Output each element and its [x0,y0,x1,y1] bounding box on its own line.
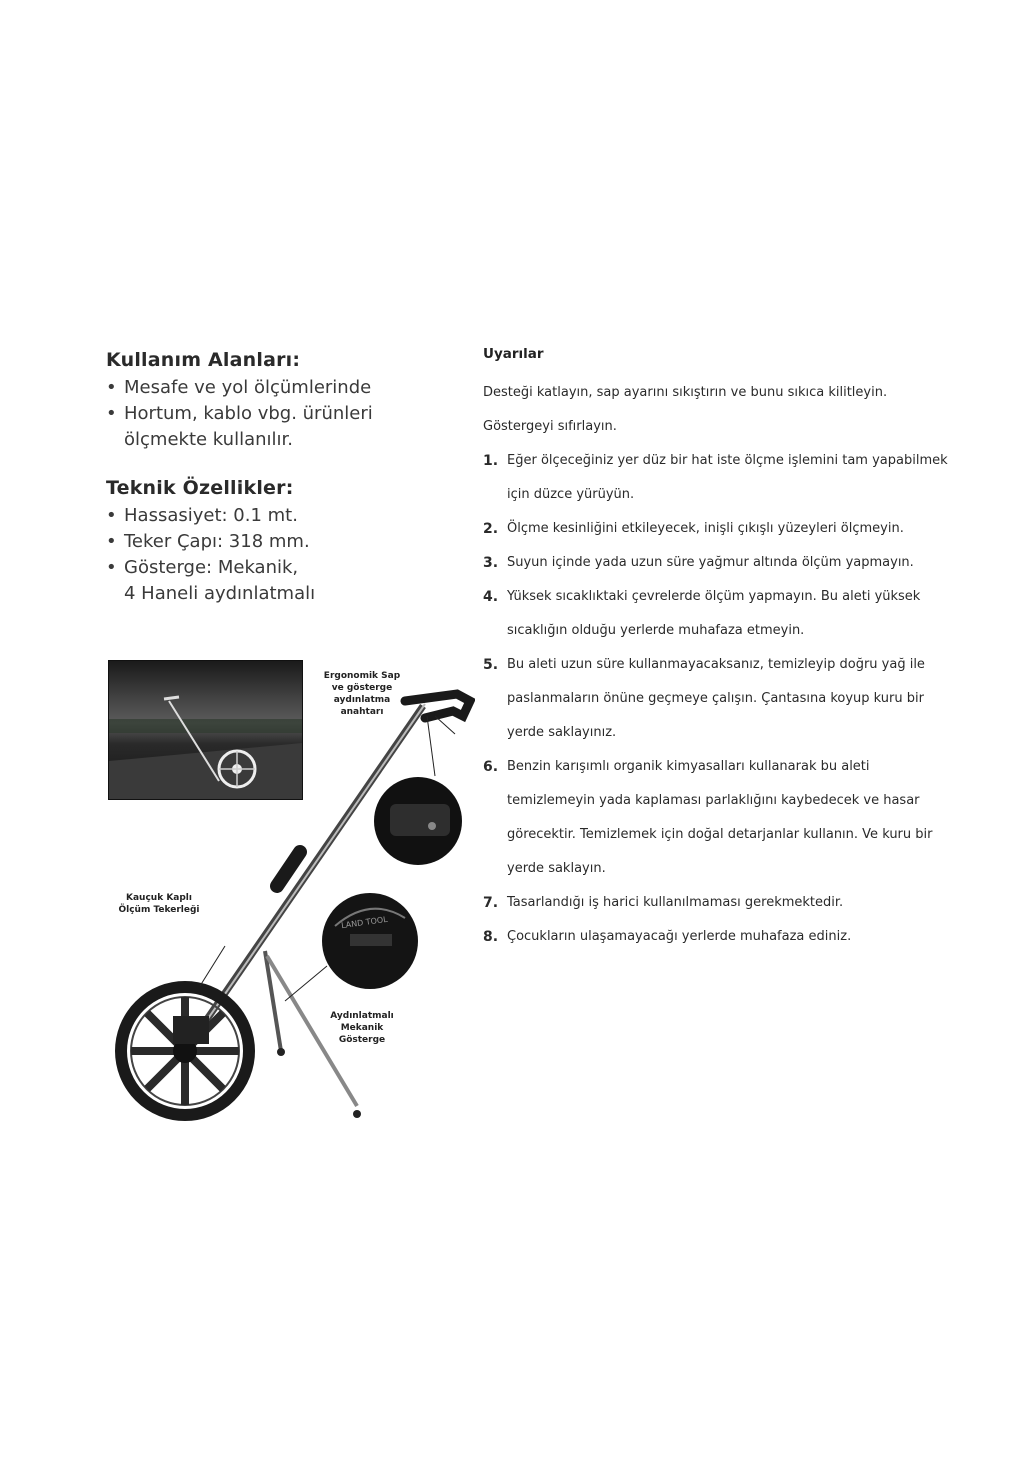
warning-item [483,750,953,886]
warning-item [483,512,953,546]
warning-item [483,444,953,512]
warning-text: Suyun içinde yada uzun süre yağmur altında ölçüm yapmayın. [507,555,914,570]
measuring-wheel-drawing [105,656,475,1126]
warnings-heading: Uyarılar [483,346,544,362]
warning-item [483,648,953,750]
warning-number: 7. [483,895,499,911]
product-figure [105,656,475,1126]
spec-item: • Hassasiyet: 0.1 mt. [106,503,446,529]
usage-item-continuation: ölçmekte kullanılır. [124,429,293,450]
warning-text: Benzin karışımlı organik kimyasalları kullanarak bu aleti temizlemeyin yada kaplaması parlaklığını kaybedecek ve hasar görecektir. Temizlemek için doğal detarjanlar kullanın. Ve kuru bir yerde saklayın. [507,759,933,876]
warning-number: 1. [483,453,499,469]
warning-text: Bu aleti uzun süre kullanmayacaksanız, temizleyip doğru yağ ile paslanmaların önüne geçmeye çalışın. Çantasına koyup kuru bir yerde saklayınız. [507,657,925,740]
spec-item: • Teker Çapı: 318 mm. [106,529,446,555]
specs-heading: Teknik Özellikler: [106,477,294,499]
warning-number: 4. [483,589,499,605]
warning-text: Eğer ölçeceğiniz yer düz bir hat iste ölçme işlemini tam yapabilmek için düzce yürüyün. [507,453,948,502]
features-column [106,343,446,607]
warning-item [483,546,953,580]
handle-callout: Ergonomik Sap ve gösterge aydınlatma anahtarı [323,671,401,717]
usage-heading: Kullanım Alanları: [106,349,301,371]
warning-number: 3. [483,555,499,571]
usage-list [106,375,446,453]
warning-number: 5. [483,657,499,673]
wheel-callout: Kauçuk Kaplı Ölçüm Tekerleği [118,893,200,915]
warning-text: Tasarlandığı iş harici kullanılmaması gerekmektedir. [507,895,844,910]
counter-brand: LAND TOOL [340,914,389,931]
warning-number: 2. [483,521,499,537]
warning-text: Yüksek sıcaklıktaki çevrelerde ölçüm yapmayın. Bu aleti yüksek sıcaklığın olduğu yerlerde muhafaza etmeyin. [507,589,921,638]
specs-list [106,503,446,607]
warnings-column [483,346,953,954]
counter-callout: Aydınlatmalı Mekanik Gösterge [330,1011,394,1045]
usage-item: • Mesafe ve yol ölçümlerinde [106,375,446,401]
warning-number: 6. [483,759,499,775]
warning-item [483,886,953,920]
warning-item [483,580,953,648]
spec-item-continuation: 4 Haneli aydınlatmalı [124,583,316,604]
usage-item: • Hortum, kablo vbg. ürünleri [106,401,446,427]
warning-text: Çocukların ulaşamayacağı yerlerde muhafaza ediniz. [507,929,852,944]
warning-item [483,920,953,954]
warnings-list [483,444,953,954]
spec-item: • Gösterge: Mekanik, [106,555,446,581]
warning-number: 8. [483,929,499,945]
warning-text: Ölçme kesinliğini etkileyecek, inişli çıkışlı yüzeyleri ölçmeyin. [507,521,904,536]
warnings-intro: Desteği katlayın, sap ayarını sıkıştırın ve bunu sıkıca kilitleyin. Göstergeyi sıfırlayın. [483,385,888,434]
